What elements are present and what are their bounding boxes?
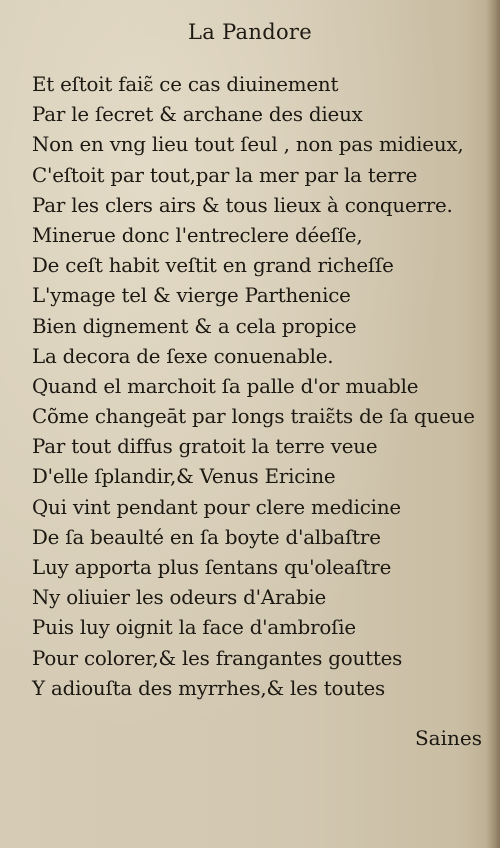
verse-line: Y adiouſta des myrrhes,& les toutes	[32, 676, 386, 700]
verse-line: Et eſtoit faiɛ̃ ce cas diuinement	[32, 73, 339, 96]
verse-line: Quand el marchoit ſa palle d'or muable	[32, 374, 419, 398]
verse-line: Luy apporta plus ſentans qu'oleaſtre	[32, 556, 392, 579]
verse-line: D'elle ſplandir,& Venus Ericine	[32, 465, 336, 489]
verse-line: Ny oliuier les odeurs d'Arabie	[32, 586, 327, 610]
running-head: La Pandore	[188, 20, 312, 44]
verse-line: C'eſtoit par tout,par la mer par la terre	[32, 163, 418, 187]
verse-line: Qui vint pendant pour clere medicine	[32, 495, 401, 519]
verse-line: Non en vng lieu tout ſeul , non pas midieux,	[32, 133, 464, 157]
verse-line: L'ymage tel & vierge Parthenice	[32, 284, 351, 308]
verse-line: Cõme changeāt par longs traiɛ̃ts de ſa queue	[32, 405, 475, 429]
verse-line: De ſa beaulté en ſa boyte d'albaſtre	[32, 525, 381, 549]
verse-line: Puis luy oignit la face d'ambroſie	[32, 616, 356, 640]
verse-line: De ceſt habit veſtit en grand richeſſe	[32, 254, 394, 278]
verse-line: Pour colorer,& les frangantes gouttes	[32, 646, 403, 670]
page-edge-shadow	[486, 0, 500, 848]
verse-line: Par les clers airs & tous lieux à conquerre.	[32, 193, 453, 217]
verse-line: Minerue donc l'entreclere déeſſe,	[32, 223, 363, 247]
catchword: Saines	[414, 726, 482, 750]
verse-block	[32, 70, 488, 704]
verse-line: Par tout diffus gratoit la terre veue	[32, 435, 378, 459]
verse-line: La decora de ſexe conuenable.	[32, 344, 334, 368]
verse-line: Par le ſecret & archane des dieux	[32, 103, 363, 127]
verse-line: Bien dignement & a cela propice	[32, 314, 357, 338]
